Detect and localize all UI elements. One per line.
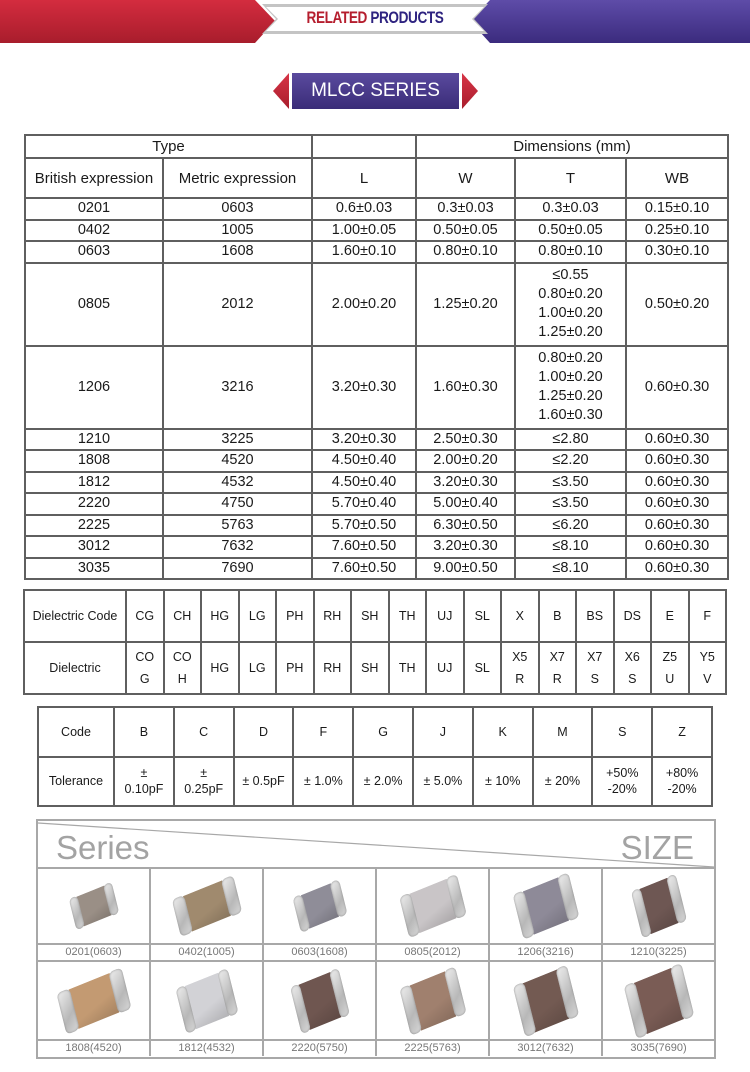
L-cell: 7.60±0.50 (312, 536, 416, 558)
tolerance-code-cell: D (234, 707, 294, 757)
tolerance-line: ± (140, 766, 148, 781)
dielectric-cell (576, 642, 614, 694)
dielectric-cell (314, 642, 352, 694)
metric-cell: 3216 (163, 346, 312, 429)
tolerance-table (37, 706, 713, 807)
row-label-tolerance: Tolerance (38, 757, 114, 807)
capacitor-chip-icon (631, 874, 687, 937)
WB-cell: 0.50±0.20 (626, 263, 728, 346)
section-title-label: MLCC SERIES (292, 73, 459, 109)
T-value: ≤2.20 (552, 452, 589, 469)
L-cell: 0.6±0.03 (312, 198, 416, 220)
tolerance-line: +50% (606, 766, 639, 781)
dielectric-cell (689, 642, 727, 694)
W-cell: 1.60±0.30 (416, 346, 515, 429)
L-cell: 3.20±0.30 (312, 429, 416, 451)
header-dimensions: Dimensions (mm) (416, 135, 728, 158)
WB-cell: 0.60±0.30 (626, 346, 728, 429)
W-cell: 9.00±0.50 (416, 558, 515, 580)
L-cell: 5.70±0.40 (312, 493, 416, 515)
tolerance-code-cell: Z (652, 707, 712, 757)
size-label: 1812(4532) (178, 1042, 235, 1054)
W-cell: 5.00±0.40 (416, 493, 515, 515)
section-title (273, 73, 478, 109)
size-title: SIZE (620, 829, 694, 866)
capacitor-chip-icon (69, 883, 119, 930)
table-row (25, 263, 728, 346)
dielectric-cell (501, 642, 539, 694)
banner-title-related: RELATED (306, 8, 367, 27)
tolerance-cell (592, 757, 652, 807)
table-row (25, 220, 728, 242)
dielectric-line: X5 (512, 650, 528, 664)
T-value: ≤6.20 (552, 516, 589, 533)
dielectric-line: Z5 (662, 650, 678, 664)
series-size-gallery (36, 819, 716, 1059)
tolerance-cell (234, 757, 294, 807)
dielectric-code-cell: LG (239, 590, 277, 642)
dielectric-code-cell: BS (576, 590, 614, 642)
british-cell: 3035 (25, 558, 163, 580)
T-cell (515, 515, 626, 537)
metric-cell: 4532 (163, 472, 312, 494)
tolerance-cell (353, 757, 413, 807)
banner-red-stripe (0, 0, 275, 43)
tolerance-cell (293, 757, 353, 807)
tolerance-line: ± 20% (544, 774, 581, 789)
W-cell: 1.25±0.20 (416, 263, 515, 346)
arrow-left-icon (273, 73, 289, 109)
capacitor-chip-icon (175, 968, 238, 1032)
table-row (25, 198, 728, 220)
WB-cell: 0.60±0.30 (626, 493, 728, 515)
W-cell: 3.20±0.30 (416, 472, 515, 494)
metric-cell: 0603 (163, 198, 312, 220)
dielectric-cell (276, 642, 314, 694)
tolerance-cell (413, 757, 473, 807)
tolerance-line: ± 1.0% (303, 774, 343, 789)
row-label-dielectric-code: Dielectric Code (24, 590, 126, 642)
tolerance-line: ± (200, 766, 208, 781)
dielectric-cell (651, 642, 689, 694)
L-cell: 4.50±0.40 (312, 472, 416, 494)
WB-cell: 0.60±0.30 (626, 536, 728, 558)
L-cell: 1.60±0.10 (312, 241, 416, 263)
dielectric-line: RH (323, 661, 342, 675)
dielectric-cell (351, 642, 389, 694)
dielectric-code-cell: TH (389, 590, 427, 642)
dielectric-cell (201, 642, 239, 694)
british-cell: 0805 (25, 263, 163, 346)
table-row (25, 558, 728, 580)
size-row (38, 869, 714, 962)
T-cell (515, 198, 626, 220)
tolerance-code-cell: S (592, 707, 652, 757)
tolerance-cell (114, 757, 174, 807)
dielectric-cell (464, 642, 502, 694)
tolerance-line: 0.10pF (124, 782, 164, 797)
col-header-W: W (416, 158, 515, 198)
dielectric-code-cell: HG (201, 590, 239, 642)
dielectric-cell (164, 642, 202, 694)
dielectric-line: UJ (437, 661, 453, 675)
dielectric-cell (426, 642, 464, 694)
size-label: 1210(3225) (630, 946, 687, 958)
dielectric-line: Y5 (699, 650, 715, 664)
dielectric-cell (614, 642, 652, 694)
tolerance-cell (533, 757, 593, 807)
british-cell: 2220 (25, 493, 163, 515)
dielectric-line: S (628, 672, 637, 686)
metric-cell: 2012 (163, 263, 312, 346)
capacitor-chip-icon (512, 873, 578, 939)
dielectric-line: X6 (624, 650, 640, 664)
british-cell: 0201 (25, 198, 163, 220)
size-item (603, 962, 714, 1056)
dielectric-line: PH (286, 661, 304, 675)
metric-cell: 7690 (163, 558, 312, 580)
T-cell (515, 263, 626, 346)
T-value: ≤8.10 (552, 538, 589, 555)
dielectric-line: V (703, 672, 712, 686)
tolerance-line: ± 0.5pF (242, 774, 285, 789)
tolerance-code-cell: M (533, 707, 593, 757)
dielectric-line: R (515, 672, 525, 686)
size-label: 0805(2012) (404, 946, 461, 958)
dielectric-line: SL (474, 661, 490, 675)
T-value: ≤0.55 (552, 267, 589, 283)
size-item (377, 869, 490, 962)
metric-cell: 7632 (163, 536, 312, 558)
dielectric-line: CO (135, 650, 155, 664)
size-item (38, 962, 151, 1056)
british-cell: 1812 (25, 472, 163, 494)
dielectric-line: X7 (549, 650, 565, 664)
WB-cell: 0.60±0.30 (626, 515, 728, 537)
tolerance-code-cell: G (353, 707, 413, 757)
tolerance-line: 0.25pF (184, 782, 224, 797)
row-label-code: Code (38, 707, 114, 757)
tolerance-line: +80% (665, 766, 699, 781)
size-grid (38, 869, 714, 1056)
dielectric-line: HG (210, 661, 230, 675)
T-cell (515, 558, 626, 580)
capacitor-chip-icon (399, 875, 466, 937)
L-cell: 5.70±0.50 (312, 515, 416, 537)
WB-cell: 0.60±0.30 (626, 450, 728, 472)
row-label-dielectric: Dielectric (24, 642, 126, 694)
WB-cell: 0.60±0.30 (626, 472, 728, 494)
table-row (25, 493, 728, 515)
T-cell (515, 450, 626, 472)
col-header-metric: Metric expression (163, 158, 312, 198)
T-cell (515, 493, 626, 515)
size-label: 2225(5763) (404, 1042, 461, 1054)
dielectric-line: G (139, 672, 150, 686)
T-value: 0.80±0.10 (538, 243, 603, 260)
WB-cell: 0.15±0.10 (626, 198, 728, 220)
size-item (603, 869, 714, 962)
T-value: ≤3.50 (552, 473, 589, 490)
size-label: 1808(4520) (65, 1042, 122, 1054)
table-row (25, 536, 728, 558)
metric-cell: 5763 (163, 515, 312, 537)
T-value: ≤2.80 (552, 430, 589, 447)
W-cell: 3.20±0.30 (416, 536, 515, 558)
size-label: 3012(7632) (517, 1042, 574, 1054)
capacitor-chip-icon (623, 963, 693, 1037)
dielectric-code-cell: CH (164, 590, 202, 642)
size-label: 1206(3216) (517, 946, 574, 958)
tolerance-line: -20% (667, 782, 697, 797)
british-cell: 1206 (25, 346, 163, 429)
col-header-L: L (312, 158, 416, 198)
dielectric-line: CO (172, 650, 192, 664)
tolerance-code-cell: K (473, 707, 533, 757)
dielectric-code-cell: UJ (426, 590, 464, 642)
T-cell (515, 220, 626, 242)
british-cell: 0402 (25, 220, 163, 242)
british-cell: 2225 (25, 515, 163, 537)
dielectric-line: R (552, 672, 562, 686)
metric-cell: 3225 (163, 429, 312, 451)
tolerance-code-cell: F (293, 707, 353, 757)
T-value: ≤8.10 (552, 559, 589, 576)
size-item (151, 869, 264, 962)
tolerance-code-cell: C (174, 707, 234, 757)
size-label: 0603(1608) (291, 946, 348, 958)
T-value: 0.80±0.20 (538, 286, 603, 302)
dielectric-code-cell: SL (464, 590, 502, 642)
dielectric-cell (389, 642, 427, 694)
dielectric-cell (539, 642, 577, 694)
metric-cell: 4750 (163, 493, 312, 515)
dielectric-code-cell: F (689, 590, 727, 642)
W-cell: 6.30±0.50 (416, 515, 515, 537)
table-row (25, 515, 728, 537)
L-cell: 7.60±0.50 (312, 558, 416, 580)
tolerance-line: ± 2.0% (363, 774, 403, 789)
table-row (25, 429, 728, 451)
dielectric-code-cell: X (501, 590, 539, 642)
size-item (264, 962, 377, 1056)
banner-title-products: PRODUCTS (370, 8, 444, 27)
T-value: 0.3±0.03 (542, 200, 599, 217)
T-value: 1.25±0.20 (538, 324, 603, 340)
capacitor-chip-icon (292, 880, 347, 932)
british-cell: 3012 (25, 536, 163, 558)
dielectric-code-cell: CG (126, 590, 164, 642)
T-cell (515, 346, 626, 429)
L-cell: 1.00±0.05 (312, 220, 416, 242)
tolerance-cell (473, 757, 533, 807)
tolerance-code-cell: J (413, 707, 473, 757)
T-cell (515, 241, 626, 263)
dielectric-line: S (590, 672, 599, 686)
capacitor-chip-icon (290, 968, 349, 1033)
L-cell: 3.20±0.30 (312, 346, 416, 429)
banner-title (285, 8, 466, 28)
dimensions-table (24, 134, 729, 580)
british-cell: 0603 (25, 241, 163, 263)
dielectric-table (23, 589, 727, 695)
tolerance-cell (652, 757, 712, 807)
capacitor-chip-icon (399, 967, 466, 1035)
metric-cell: 1005 (163, 220, 312, 242)
dielectric-line: X7 (587, 650, 603, 664)
W-cell: 0.50±0.05 (416, 220, 515, 242)
size-item (490, 869, 603, 962)
dielectric-line: H (177, 672, 187, 686)
T-value: 1.25±0.20 (538, 388, 603, 404)
W-cell: 0.3±0.03 (416, 198, 515, 220)
capacitor-chip-icon (513, 965, 579, 1036)
col-header-british: British expression (25, 158, 163, 198)
metric-cell: 4520 (163, 450, 312, 472)
W-cell: 2.00±0.20 (416, 450, 515, 472)
dielectric-code-cell: DS (614, 590, 652, 642)
size-label: 0402(1005) (178, 946, 235, 958)
size-item (377, 962, 490, 1056)
L-cell: 4.50±0.40 (312, 450, 416, 472)
dielectric-line: SH (361, 661, 379, 675)
T-cell (515, 472, 626, 494)
dielectric-code-cell: E (651, 590, 689, 642)
dielectric-cell (126, 642, 164, 694)
dielectric-line: TH (398, 661, 416, 675)
dielectric-line: U (665, 672, 675, 686)
dielectric-cell (239, 642, 277, 694)
header-type: Type (25, 135, 312, 158)
related-products-banner (0, 0, 750, 43)
col-header-WB: WB (626, 158, 728, 198)
col-header-T: T (515, 158, 626, 198)
dielectric-code-cell: RH (314, 590, 352, 642)
tolerance-code-cell: B (114, 707, 174, 757)
W-cell: 0.80±0.10 (416, 241, 515, 263)
WB-cell: 0.30±0.10 (626, 241, 728, 263)
T-value: 1.60±0.30 (538, 407, 603, 423)
T-value: 1.00±0.20 (538, 305, 603, 321)
T-value: 0.80±0.20 (538, 350, 603, 366)
size-label: 3035(7690) (630, 1042, 687, 1054)
british-cell: 1210 (25, 429, 163, 451)
size-row (38, 962, 714, 1056)
series-size-header (38, 821, 714, 869)
W-cell: 2.50±0.30 (416, 429, 515, 451)
capacitor-chip-icon (56, 968, 131, 1033)
table-row (25, 346, 728, 429)
size-item (151, 962, 264, 1056)
WB-cell: 0.60±0.30 (626, 558, 728, 580)
tolerance-line: -20% (607, 782, 637, 797)
size-label: 0201(0603) (65, 946, 122, 958)
T-cell (515, 536, 626, 558)
dielectric-code-cell: SH (351, 590, 389, 642)
tolerance-line: ± 10% (485, 774, 521, 789)
size-item (38, 869, 151, 962)
size-item (490, 962, 603, 1056)
tolerance-cell (174, 757, 234, 807)
L-cell: 2.00±0.20 (312, 263, 416, 346)
table-row (25, 472, 728, 494)
metric-cell: 1608 (163, 241, 312, 263)
banner-blue-stripe (470, 0, 750, 43)
T-cell (515, 429, 626, 451)
T-value: ≤3.50 (552, 495, 589, 512)
dielectric-code-cell: PH (276, 590, 314, 642)
T-value: 0.50±0.05 (538, 221, 603, 238)
table-row (25, 450, 728, 472)
table-row (25, 241, 728, 263)
series-title: Series (56, 829, 150, 866)
T-value: 1.00±0.20 (538, 369, 603, 385)
size-item (264, 869, 377, 962)
dielectric-line: LG (248, 661, 266, 675)
dielectric-code-cell: B (539, 590, 577, 642)
WB-cell: 0.25±0.10 (626, 220, 728, 242)
capacitor-chip-icon (172, 876, 242, 936)
arrow-right-icon (462, 73, 478, 109)
british-cell: 1808 (25, 450, 163, 472)
size-label: 2220(5750) (291, 1042, 348, 1054)
tolerance-line: ± 5.0% (423, 774, 463, 789)
WB-cell: 0.60±0.30 (626, 429, 728, 451)
